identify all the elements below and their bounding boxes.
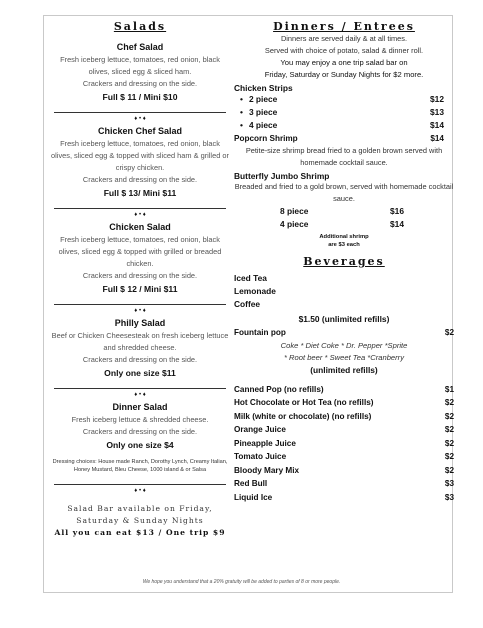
item-price: Full $ 11 / Mini $10: [102, 92, 178, 102]
pop-flavors-1: Coke * Diet Coke * Dr. Pepper *Sprite: [280, 340, 408, 350]
butterfly-shrimp-title: Butterfly Jumbo Shrimp: [234, 171, 330, 181]
beverages-heading: Beverages: [303, 255, 385, 268]
beverage-row: Milk (white or chocolate) (no refills) $2: [234, 411, 454, 421]
beverage-row: Liquid Ice $3: [234, 492, 454, 502]
item-price: Full $ 13/ Mini $11: [103, 188, 177, 198]
unlimited-refills-note: (unlimited refills): [310, 364, 378, 375]
list-item: 4 piece $14: [280, 219, 404, 229]
item-sides: Crackers and dressing on the side.: [82, 175, 198, 184]
beverage-row: Tomato Juice $2: [234, 452, 454, 461]
item-name: Chicken Salad: [109, 222, 171, 232]
list-item: 8 piece $16: [280, 206, 404, 216]
menu-item-chef-salad: [50, 42, 230, 102]
item-sides: Crackers and dressing on the side.: [82, 271, 198, 280]
list-item: • 3 piece $13: [240, 106, 454, 119]
popcorn-shrimp-title: Popcorn Shrimp: [234, 134, 298, 143]
beverage-row: Hot Chocolate or Hot Tea (no refills) $2: [234, 398, 454, 407]
list-item: • 2 piece $12: [240, 93, 454, 106]
gratuity-footer: We hope you understand that a 20% gratuity will be added to parties of 8 or more people.: [142, 579, 341, 585]
pop-flavors-2: * Root beer * Sweet Tea *Cranberry: [283, 352, 405, 362]
item-price: Only one size $11: [104, 368, 176, 378]
dinners-intro-4: Friday, Saturday or Sunday Nights for $2 more.: [264, 70, 424, 79]
beverage-row: Orange Juice $2: [234, 425, 454, 434]
ornament-divider: ♦ • ♦: [54, 383, 226, 393]
list-item: • 4 piece $14: [240, 119, 454, 132]
ornament-divider: ♦ • ♦: [54, 107, 226, 117]
beverage-item: Lemonade: [234, 286, 276, 296]
item-price: Full $ 12 / Mini $11: [102, 284, 178, 294]
beverage-row: Canned Pop (no refills) $1: [234, 384, 454, 394]
popcorn-shrimp-desc: Petite-size shrimp bread fried to a golden brown served with homemade cocktail sauce.: [245, 146, 443, 167]
salads-heading: Salads: [113, 20, 167, 33]
item-name: Chef Salad: [116, 42, 164, 52]
beverage-row: Bloody Mary Mix $2: [234, 465, 454, 475]
beverage-item: Iced Tea: [234, 273, 267, 283]
dinners-intro-3: You may enjoy a one trip salad bar on: [280, 58, 408, 67]
ornament-divider: ♦ • ♦: [54, 479, 226, 489]
beverage-item: Coffee: [234, 299, 261, 309]
item-description: Fresh iceberg lettuce, tomatoes, red onion, black olives, sliced egg & sliced ham.: [60, 55, 220, 76]
ornament-divider: ♦ • ♦: [54, 203, 226, 213]
item-name: Chicken Chef Salad: [97, 126, 183, 136]
item-description: Fresh iceberg lettuce, tomatoes, red onion, black olives, sliced egg & topped with sliced ham & grilled or crispy chicken.: [51, 139, 229, 172]
dinners-intro-2: Served with choice of potato, salad & dinner roll.: [264, 46, 424, 55]
dinners-column: [234, 20, 454, 504]
unlimited-refills-price: $1.50 (unlimited refills): [298, 314, 390, 324]
item-name: Philly Salad: [114, 318, 166, 328]
item-sides: Crackers and dressing on the side.: [82, 79, 198, 88]
item-description: Beef or Chicken Cheesesteak on fresh iceberg lettuce and shredded cheese.: [51, 331, 229, 352]
item-sides: Crackers and dressing on the side.: [82, 427, 198, 436]
popcorn-shrimp-price: $14: [430, 134, 444, 143]
additional-shrimp-note: Additional shrimp are $3 each: [319, 234, 369, 248]
chicken-strips-title: Chicken Strips: [234, 83, 293, 93]
popcorn-shrimp-row: [234, 132, 454, 145]
item-description: Fresh iceberg lettuce, tomatoes, red onion, black olives, sliced egg & topped with grilled or breaded chicken.: [58, 235, 222, 268]
beverage-row: Red Bull $3: [234, 479, 454, 488]
menu-item-chicken-salad: [50, 222, 230, 294]
butterfly-shrimp-desc: Breaded and fried to a gold brown, served with homemade cocktail sauce.: [234, 182, 454, 203]
beverage-row: Pineapple Juice $2: [234, 438, 454, 448]
salad-bar-info: Salad Bar available on Friday, Saturday & Sunday Nights All you can eat $13 / One trip $9: [54, 504, 226, 537]
menu-item-dinner-salad: [50, 402, 230, 450]
fountain-pop-row: Fountain pop $2: [234, 328, 454, 337]
item-price: Only one size $4: [106, 440, 174, 450]
item-name: Dinner Salad: [112, 402, 168, 412]
item-sides: Crackers and dressing on the side.: [82, 355, 198, 364]
ornament-divider: ♦ • ♦: [54, 299, 226, 309]
chicken-strips-list: [234, 93, 454, 132]
dinners-intro-1: Dinners are served daily & at all times.: [280, 34, 408, 43]
item-description: Fresh iceberg lettuce & shredded cheese.: [71, 415, 209, 424]
dressing-note: Dressing choices: House made Ranch, Dorothy Lynch, Creamy Italian, Honey Mustard, Bleu Cheese, 1000 island & or Salsa: [52, 459, 228, 473]
dinners-heading: Dinners / Entrees: [273, 20, 415, 33]
menu-item-philly-salad: [50, 318, 230, 378]
menu-item-chicken-chef-salad: [50, 126, 230, 198]
beverage-price-list: [234, 383, 454, 505]
salads-column: [50, 20, 230, 539]
